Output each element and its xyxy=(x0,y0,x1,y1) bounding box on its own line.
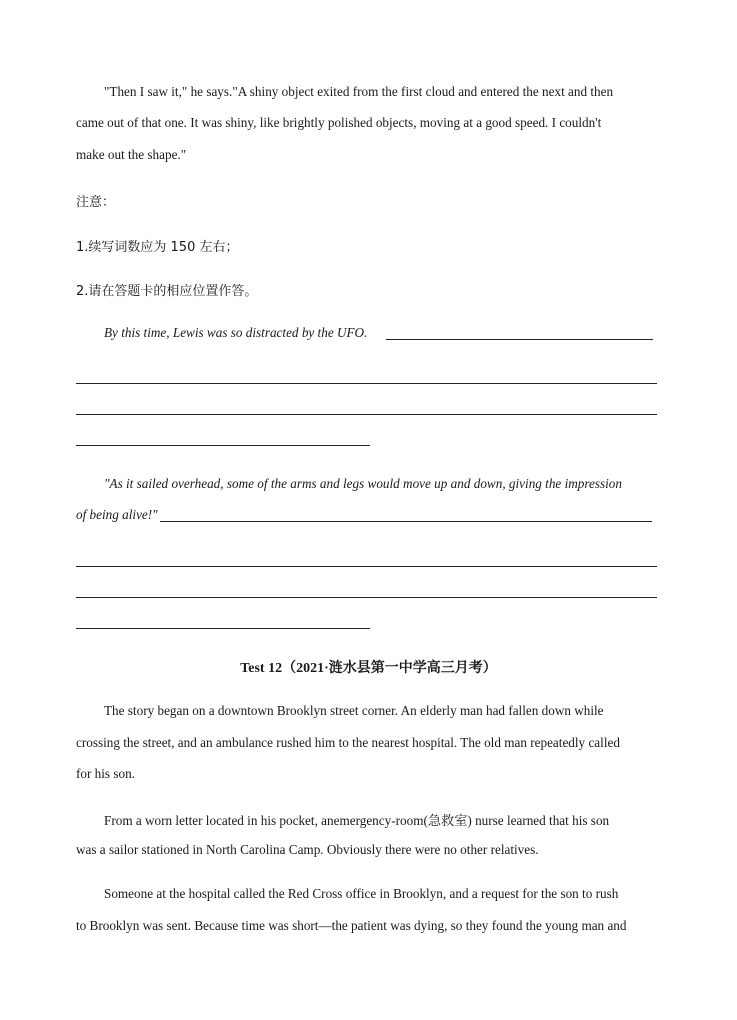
answer-line[interactable] xyxy=(76,597,657,598)
continuation-prompt: of being alive!" xyxy=(76,507,158,522)
answer-line[interactable] xyxy=(76,445,370,446)
notes-item: 2.请在答题卡的相应位置作答。 xyxy=(76,284,258,299)
answer-line[interactable] xyxy=(76,414,657,415)
answer-line[interactable] xyxy=(76,383,657,384)
story-line: was a sailor stationed in North Carolina Camp. Obviously there were no other relatives. xyxy=(76,842,539,857)
test-heading: Test 12（2021·涟水县第一中学高三月考） xyxy=(240,661,497,676)
story-line: From a worn letter located in his pocket, anemergency-room(急救室) nurse learned that his son xyxy=(104,813,610,828)
story-line: crossing the street, and an ambulance rushed him to the nearest hospital. The old man repeatedly called xyxy=(76,735,620,750)
passage-line: make out the shape." xyxy=(76,147,187,162)
passage-line: came out of that one. It was shiny, like brightly polished objects, moving at a good speed. I couldn't xyxy=(76,115,602,130)
story-line: to Brooklyn was sent. Because time was short—the patient was dying, so they found the young man and xyxy=(76,918,627,933)
notes-title: 注意： xyxy=(76,195,116,210)
story-line: for his son. xyxy=(76,766,135,781)
story-line: Someone at the hospital called the Red Cross office in Brooklyn, and a request for the son to rush xyxy=(104,886,619,901)
notes-item: 1.续写词数应为 150 左右； xyxy=(76,240,239,255)
answer-line[interactable] xyxy=(160,521,652,522)
story-line: The story began on a downtown Brooklyn street corner. An elderly man had fallen down while xyxy=(104,703,604,718)
continuation-prompt: By this time, Lewis was so distracted by the UFO. xyxy=(104,325,368,340)
answer-line[interactable] xyxy=(76,566,657,567)
passage-line: "Then I saw it," he says."A shiny object exited from the first cloud and entered the next and then xyxy=(104,84,614,99)
answer-line[interactable] xyxy=(76,628,370,629)
answer-line[interactable] xyxy=(386,339,653,340)
continuation-prompt: "As it sailed overhead, some of the arms and legs would move up and down, giving the impression xyxy=(104,476,622,491)
